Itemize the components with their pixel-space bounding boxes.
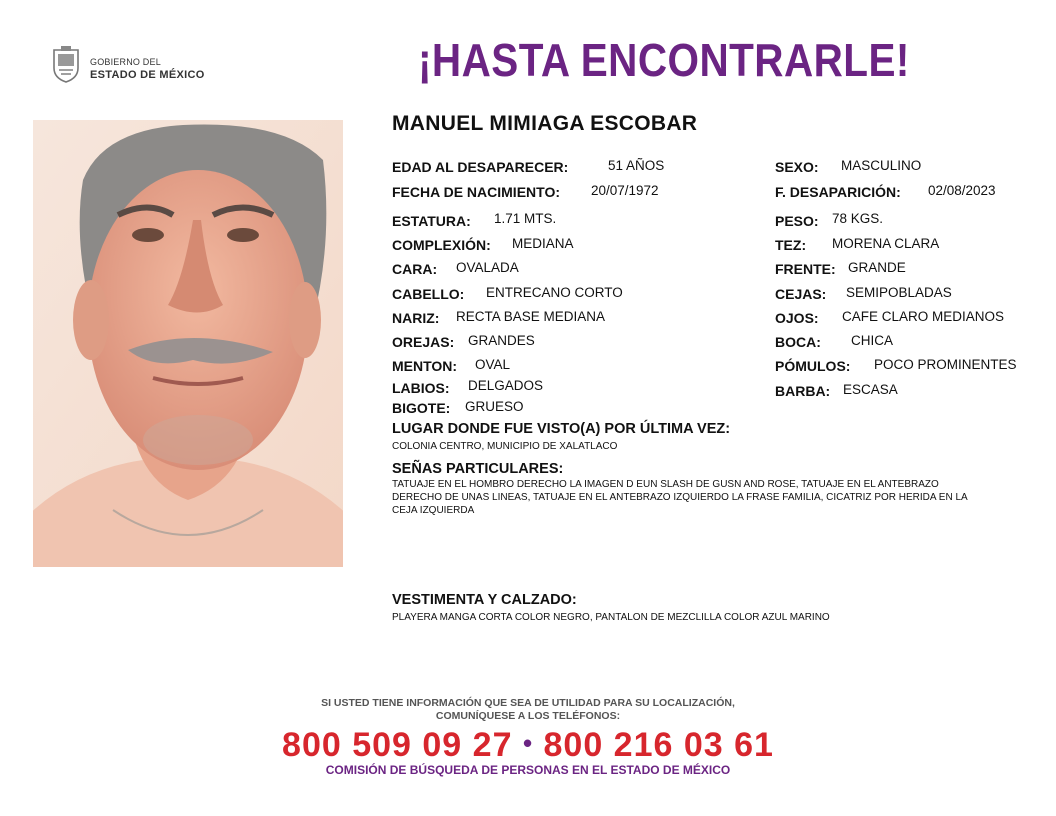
forehead-value: GRANDE	[848, 260, 906, 275]
disappearance-date-value: 02/08/2023	[928, 183, 996, 198]
ears-label: OREJAS:	[392, 334, 455, 350]
hair-label: CABELLO:	[392, 286, 465, 302]
logo-line-2: ESTADO DE MÉXICO	[90, 69, 205, 81]
government-logo	[50, 44, 220, 86]
sex-value: MASCULINO	[841, 158, 922, 173]
mouth-label: BOCA:	[775, 334, 821, 350]
face-value: OVALADA	[456, 260, 519, 275]
height-label: ESTATURA:	[392, 213, 471, 229]
build-value: MEDIANA	[512, 236, 574, 251]
mustache-label: BIGOTE:	[392, 400, 451, 416]
disappearance-date-label: F. DESAPARICIÓN:	[775, 184, 901, 200]
headline: ¡HASTA ENCONTRARLE!	[418, 34, 910, 86]
complexion-label: TEZ:	[775, 237, 807, 253]
cheekbones-value: POCO PROMINENTES	[874, 357, 1017, 372]
birthdate-label: FECHA DE NACIMIENTO:	[392, 184, 560, 200]
face-label: CARA:	[392, 261, 438, 277]
beard-label: BARBA:	[775, 383, 831, 399]
weight-value: 78 KGS.	[832, 211, 884, 226]
last-seen-value: COLONIA CENTRO, MUNICIPIO DE XALATLACO	[392, 441, 618, 452]
build-label: COMPLEXIÓN:	[392, 237, 491, 253]
ears-value: GRANDES	[468, 333, 535, 348]
birthdate-value: 20/07/1972	[591, 183, 659, 198]
eyebrows-label: CEJAS:	[775, 286, 827, 302]
forehead-label: FRENTE:	[775, 261, 836, 277]
chin-label: MENTON:	[392, 358, 458, 374]
phone-number-2[interactable]: 800 216 03 61	[543, 726, 774, 764]
person-name: MANUEL MIMIAGA ESCOBAR	[392, 112, 698, 135]
marks-line-3: CEJA IZQUIERDA	[392, 505, 475, 516]
clothing-label: VESTIMENTA Y CALZADO:	[392, 592, 577, 608]
beard-value: ESCASA	[843, 382, 898, 397]
age-value: 51 AÑOS	[608, 158, 665, 173]
person-photo	[33, 120, 343, 567]
phone-separator: •	[522, 728, 534, 758]
contact-info-line-1: SI USTED TIENE INFORMACIÓN QUE SEA DE UTILIDAD PARA SU LOCALIZACIÓN,	[321, 697, 735, 709]
state-crest-icon	[50, 44, 82, 84]
hair-value: ENTRECANO CORTO	[486, 285, 623, 300]
age-label: EDAD AL DESAPARECER:	[392, 159, 569, 175]
complexion-value: MORENA CLARA	[832, 236, 940, 251]
eyes-label: OJOS:	[775, 310, 819, 326]
marks-line-2: DERECHO DE UNAS LINEAS, TATUAJE EN EL ANTEBRAZO IZQUIERDO LA FRASE FAMILIA, CICATRIZ POR HERIDA EN LA	[392, 492, 968, 503]
chin-value: OVAL	[475, 357, 511, 372]
height-value: 1.71 MTS.	[494, 211, 557, 226]
weight-label: PESO:	[775, 213, 819, 229]
logo-line-1: GOBIERNO DEL	[90, 57, 161, 67]
eyes-value: CAFE CLARO MEDIANOS	[842, 309, 1005, 324]
commission-name: COMISIÓN DE BÚSQUEDA DE PERSONAS EN EL ESTADO DE MÉXICO	[325, 763, 731, 777]
mouth-value: CHICA	[851, 333, 894, 348]
nose-value: RECTA BASE MEDIANA	[456, 309, 606, 324]
clothing-value: PLAYERA MANGA CORTA COLOR NEGRO, PANTALON DE MEZCLILLA COLOR AZUL MARINO	[392, 612, 830, 623]
marks-label: SEÑAS PARTICULARES:	[392, 461, 564, 477]
contact-info-line-2: COMUNÍQUESE A LOS TELÉFONOS:	[435, 710, 621, 722]
lips-value: DELGADOS	[468, 378, 544, 393]
phone-numbers	[0, 726, 1056, 765]
mustache-value: GRUESO	[465, 399, 524, 414]
last-seen-label: LUGAR DONDE FUE VISTO(A) POR ÚLTIMA VEZ:	[392, 421, 731, 437]
contact-info	[0, 697, 1056, 723]
nose-label: NARIZ:	[392, 310, 440, 326]
phone-number-1[interactable]: 800 509 09 27	[282, 726, 513, 764]
marks-line-1: TATUAJE EN EL HOMBRO DERECHO LA IMAGEN D EUN SLASH DE GUSN AND ROSE, TATUAJE EN EL ANTEBRAZO	[392, 479, 939, 490]
eyebrows-value: SEMIPOBLADAS	[846, 285, 952, 300]
sex-label: SEXO:	[775, 159, 819, 175]
lips-label: LABIOS:	[392, 380, 450, 396]
person-portrait-icon	[33, 120, 343, 567]
cheekbones-label: PÓMULOS:	[775, 358, 851, 374]
